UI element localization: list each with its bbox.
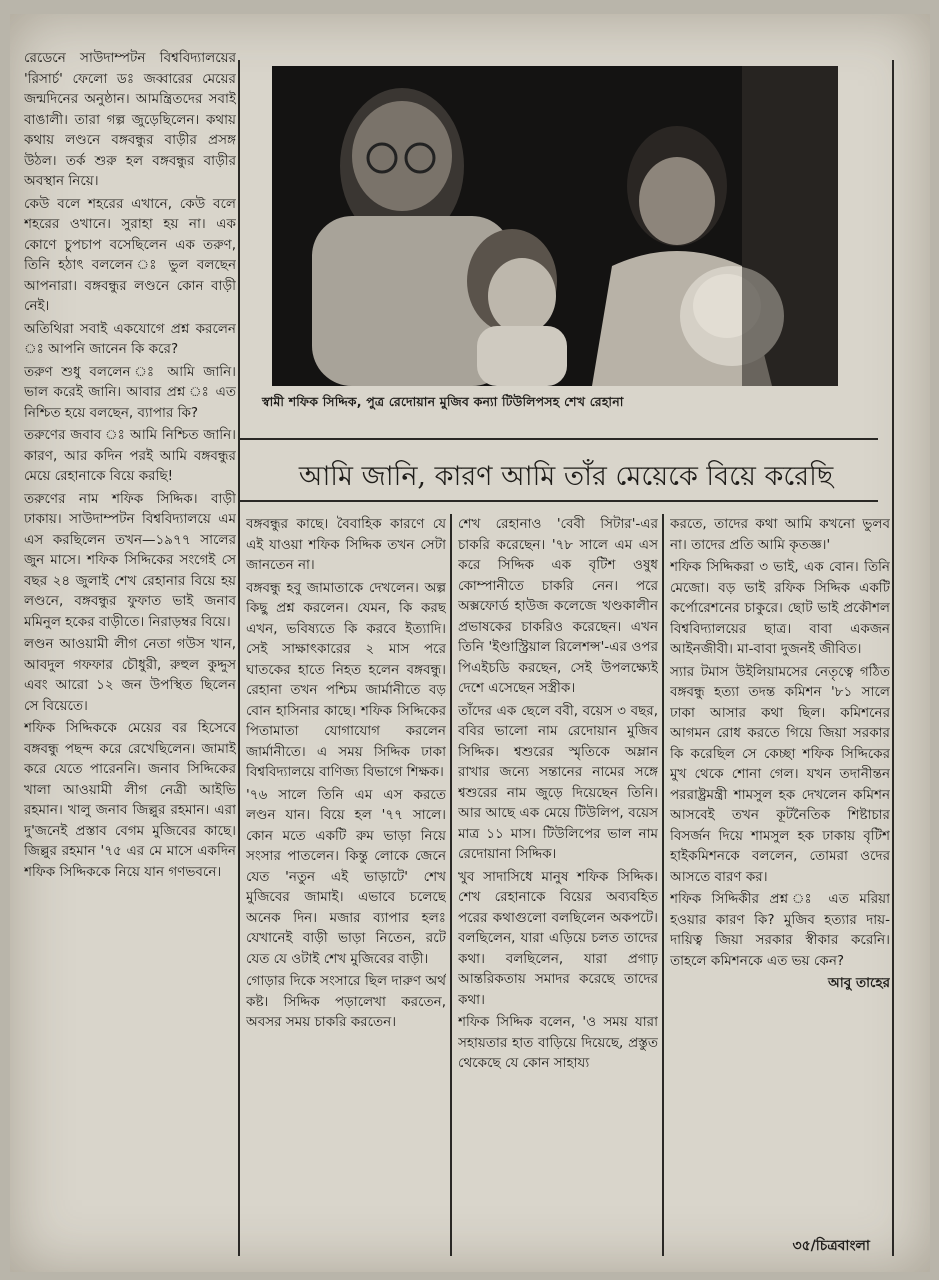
article-column-1 bbox=[24, 48, 236, 1256]
paragraph: শফিক সিদ্দিককে মেয়ের বর হিসেবে বঙ্গবন্ধু পছন্দ করে রেখেছিলেন। জামাই করে যেতে পারেননি। জনাব সিদ্দিকের খালা আওয়ামী লীগ নেত্রী আইভি রহমান। খালু জনাব জিল্লুর রহমান। এরা দু'জনেই প্রস্তাব বেগম মুজিবের কাছে। জিল্লুর রহমান '৭৫ এর মে মাসে একদিন শফিক সিদ্দিককে নিয়ে যান গণভবনে। bbox=[24, 720, 236, 880]
headline-rule-bottom bbox=[238, 500, 878, 502]
family-photo bbox=[272, 66, 838, 386]
headline-rule-top bbox=[238, 438, 878, 440]
column-rule-3-4 bbox=[662, 514, 664, 1256]
article-column-2 bbox=[246, 514, 446, 1256]
page-number: ৩৫/চিত্রবাংলা bbox=[792, 1238, 870, 1254]
photo-caption: স্বামী শফিক সিদ্দিক, পুত্র রেদোয়ান মুজিব কন্যা টিউলিপসহ শেখ রেহানা bbox=[262, 394, 624, 409]
paragraph: লণ্ডন আওয়ামী লীগ নেতা গউস খান, আবদুল গফফার চৌধুরী, রুহুল কুদ্দুস এবং আরো ১২ জন উপস্থিত ছিলেন সে বিয়েতে। bbox=[24, 636, 236, 714]
paragraph: কেউ বলে শহরের এখানে, কেউ বলে শহরের ওখানে। সুরাহা হয় না। এক কোণে চুপচাপ বসেছিলেন এক তরুণ, তিনি হঠাৎ বললেন ঃ ভুল বলছেন আপনারা। বঙ্গবন্ধুর লণ্ডনে কোন বাড়ী নেই। bbox=[24, 195, 236, 314]
article-column-3 bbox=[458, 514, 658, 1256]
paragraph: করতে, তাদের কথা আমি কখনো ভুলব না। তাদের প্রতি আমি কৃতজ্ঞ।' bbox=[670, 516, 890, 553]
paragraph: রেডেনে সাউদাম্পটন বিশ্ববিদ্যালয়ের 'রিসার্চ' ফেলো ডঃ জব্বারের মেয়ের জন্মদিনের অনুষ্ঠান। আমন্ত্রিতদের সবাই বাঙালী। তারা গল্প জুড়েছিলেন। কথায় কথায় লণ্ডনে বঙ্গবন্ধুর বাড়ীর প্রসঙ্গ উঠল। তর্ক শুরু হল বঙ্গবন্ধুর বাড়ীর অবস্থান নিয়ে। bbox=[24, 50, 236, 189]
paragraph: শফিক সিদ্দিক বলেন, 'ও সময় যারা সহায়তার হাত বাড়িয়ে দিয়েছে, প্রস্তুত থেকেছে যে কোন সাহায্য bbox=[458, 1014, 658, 1071]
paragraph: খুব সাদাসিধে মানুষ শফিক সিদ্দিক। শেখ রেহানাকে বিয়ের অব্যবহিত পরের কথাগুলো বলছিলেন অকপটে। বলছিলেন, যারা এড়িয়ে চলত তাদের কথা। বলছিলেন, যারা প্রগাঢ় আন্তরিকতায় সমাদর করেছে তাদের কথা। bbox=[458, 868, 658, 1008]
paragraph: তাঁদের এক ছেলে ববী, বয়েস ৩ বছর, ববির ভালো নাম রেদোয়ান মুজিব সিদ্দিক। শ্বশুরের স্মৃতিকে অম্লান রাখার জন্যে সন্তানের নামের সঙ্গে শ্বশুরের নাম জুড়ে দিয়েছেন তিনি। আর আছে এক মেয়ে টিউলিপ, বয়েস মাত্র ১১ মাস। টিউলিপের ভাল নাম রেদোয়ানা সিদ্দিক। bbox=[458, 702, 658, 862]
paragraph: স্যার টমাস উইলিয়ামসের নেতৃত্বে গঠিত বঙ্গবন্ধু হত্যা তদন্ত কমিশন '৮১ সালে ঢাকা আসার কথা ছিল। কমিশনের আগমন রোধ করতে গিয়ে জিয়া সরকার কি করেছিল সে কেচ্ছা শফিক সিদ্দিকের মুখ থেকে শোনা গেল। যখন তদানীন্তন পররাষ্ট্রমন্ত্রী শামসুল হক দেখলেন কমিশন আসবেই তখন কূটনৈতিক শিষ্টাচার বিসর্জন দিয়ে শামসুল হক ঢাকায় বৃটিশ হাইকমিশনকে বললেন, তোমরা ওদের আসতে বারণ কর। bbox=[670, 663, 890, 885]
paragraph: শফিক সিদ্দিকরা ৩ ভাই, এক বোন। তিনি মেজো। বড় ভাই রফিক সিদ্দিক একটি কর্পোরেশনের চাকুরে। ছোট ভাই প্রকৌশল বিশ্ববিদ্যালয়ের ছাত্র। বাবা একজন আইনজীবী। মা-বাবা দুজনই জীবিত। bbox=[670, 559, 890, 657]
article-column-4 bbox=[670, 514, 890, 1256]
paragraph: তরুণ শুধু বললেন ঃ আমি জানি। ভাল করেই জানি। আবার প্রশ্ন ঃ এত নিশ্চিত হয়ে বলছেন, ব্যাপার কি? bbox=[24, 363, 236, 421]
paragraph: বঙ্গবন্ধুর কাছে। বৈবাহিক কারণে যে এই যাওয়া শফিক সিদ্দিক তখন সেটা জানতেন না। bbox=[246, 516, 446, 573]
paragraph: গোড়ার দিকে সংসারে ছিল দারুণ অর্থ কষ্ট। সিদ্দিক পড়ালেখা করতেন, অবসর সময় চাকরি করতেন। bbox=[246, 973, 446, 1030]
paragraph: বঙ্গবন্ধু হবু জামাতাকে দেখলেন। অল্প কিছু প্রশ্ন করলেন। যেমন, কি করছ এখন, ভবিষ্যতে কি করবে ইত্যাদি। সেই সাক্ষাৎকারের ২ মাস পরে ঘাতকের হাতে নিহত হলেন বঙ্গবন্ধু। রেহানা তখন পশ্চিম জার্মানীতে বড় বোন হাসিনার কাছে। শফিক সিদ্দিকের পিতামাতা যোগাযোগ করলেন জার্মানীতে। এ সময় সিদ্দিক ঢাকা বিশ্ববিদ্যালয়ে বাণিজ্য বিভাগে শিক্ষক। bbox=[246, 579, 446, 780]
paragraph: '৭৬ সালে তিনি এম এস করতে লণ্ডন যান। বিয়ে হল '৭৭ সালে। কোন মতে একটি রুম ভাড়া নিয়ে সংসার পাতলেন। কিন্তু লোকে জেনে যেত 'নতুন এই ভাড়াটে' শেখ মুজিবের জামাই। এভাবে চলেছে অনেক দিন। মজার ব্যাপার হলঃ যেখানেই বাড়ী ভাড়া নিতেন, রটে যেত যে ওটাই শেখ মুজিবের বাড়ী। bbox=[246, 786, 446, 967]
column-rule-left bbox=[238, 60, 240, 1256]
paragraph: শফিক সিদ্দিকীর প্রশ্ন ঃ এত মরিয়া হওয়ার কারণ কি? মুজিব হত্যার দায়-দায়িত্ব জিয়া সরকার স্বীকার করেনি। তাহলে কমিশনকে এত ভয় কেন? bbox=[670, 891, 890, 969]
paragraph: তরুণের নাম শফিক সিদ্দিক। বাড়ী ঢাকায়। সাউদাম্পটন বিশ্ববিদ্যালয়ে এম এস করছিলেন তখন—১৯৭৭ সালের জুন মাসে। শফিক সিদ্দিকের সংগেই সে বছর ২৪ জুলাই শেখ রেহানার বিয়ে হয় লণ্ডনে, বঙ্গবন্ধুর ফুফাত ভাই জনাব মমিনুল হকের বাড়ীতে। নিরাড়ম্বর বিয়ে। bbox=[24, 490, 236, 630]
magazine-page bbox=[10, 14, 930, 1272]
paragraph: অতিথিরা সবাই একযোগে প্রশ্ন করলেন ঃ আপনি জানেন কি করে? bbox=[24, 320, 236, 357]
column-rule-2-3 bbox=[450, 514, 452, 1256]
paragraph: তরুণের জবাব ঃ আমি নিশ্চিত জানি। কারণ, আর কদিন পরই আমি বঙ্গবন্ধুর মেয়ে রেহানাকে বিয়ে করছি! bbox=[24, 427, 236, 484]
article-headline: আমি জানি, কারণ আমি তাঁর মেয়েকে বিয়ে করেছি bbox=[298, 461, 834, 492]
column-rule-right-edge bbox=[892, 60, 894, 1256]
paragraph: শেখ রেহানাও 'বেবী সিটার'-এর চাকরি করেছেন। '৭৮ সালে এম এস করে সিদ্দিক এক বৃটিশ ওষুধ কোম্পানীতে চাকরি নেন। পরে অক্সফোর্ড হাউজ কলেজে খণ্ডকালীন প্রভাষকের চাকরিও করেছেন। এখন তিনি 'ইণ্ডাস্ট্রিয়াল রিলেশন্স'-এর ওপর পিএইচডি করছেন, সেই উপলক্ষ্যেই দেশে এসেছেন সস্ত্রীক। bbox=[458, 516, 658, 696]
author-signature: আবু তাহের bbox=[828, 975, 890, 991]
